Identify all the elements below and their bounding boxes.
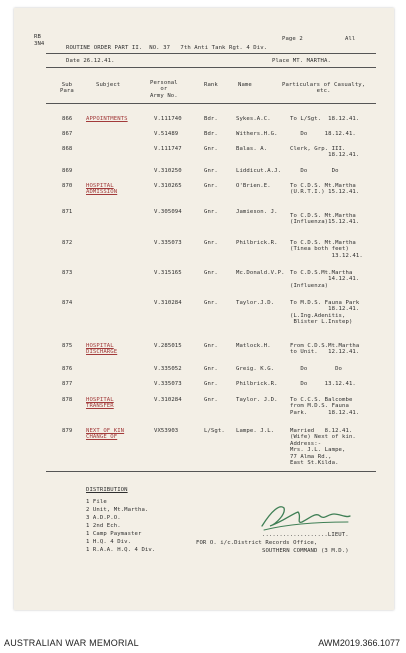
row-para: 873 <box>62 270 73 276</box>
row-name: Mc.Donald.V.P. <box>236 270 285 276</box>
distribution-item: 1 File <box>86 499 107 505</box>
signature-rank: ...................LIEUT. <box>262 532 349 538</box>
row-particulars: Do Do <box>290 168 339 174</box>
row-number: V.335073 <box>154 381 182 387</box>
row-para: 872 <box>62 240 73 246</box>
row-particulars: Do 18.12.41. <box>290 131 356 137</box>
row-name: Taylor.J.D. <box>236 300 275 306</box>
row-rank: Gnr. <box>204 146 218 152</box>
distribution-item: 1 R.A.A. H.Q. 4 Div. <box>86 547 156 553</box>
ref-bottom: 3N4 <box>34 41 45 47</box>
row-name: Matlock.H. <box>236 343 271 349</box>
row-number: V.305094 <box>154 209 182 215</box>
catalogue-id: AWM2019.366.1077 <box>318 638 400 648</box>
col-particulars: Particulars of Casualty, etc. <box>282 82 366 95</box>
row-para: 869 <box>62 168 73 174</box>
row-number: V.335052 <box>154 366 182 372</box>
all-label: All <box>345 36 356 42</box>
distribution-item: 2 Unit, Mt.Martha. <box>86 507 149 513</box>
row-para: 878 <box>62 397 73 403</box>
institution-name: AUSTRALIAN WAR MEMORIAL <box>4 638 139 648</box>
row-particulars: To L/Sgt. 18.12.41. <box>290 116 360 122</box>
row-name: Philbrick.R. <box>236 381 278 387</box>
distribution-item: 1 2nd Ech. <box>86 523 121 529</box>
row-particulars: Do 13.12.41. <box>290 381 356 387</box>
signature-for: FOR O. i/c.District Records Office, <box>196 540 318 546</box>
row-number: V.111740 <box>154 116 182 122</box>
row-name: Lampe. J.L. <box>236 428 275 434</box>
col-sub-para: Sub Para <box>60 82 74 95</box>
row-name: Sykes.A.C. <box>236 116 271 122</box>
table-end-rule <box>46 471 376 472</box>
col-rank: Rank <box>204 82 218 88</box>
row-particulars: To C.D.S. Mt.Martha (U.R.T.I.) 15.12.41. <box>290 183 360 196</box>
archive-footer <box>0 635 406 653</box>
row-number: V.310284 <box>154 397 182 403</box>
row-number: V.285015 <box>154 343 182 349</box>
row-rank: Gnr. <box>204 240 218 246</box>
order-place: Place MT. MARTHA. <box>272 58 331 64</box>
row-rank: Gnr. <box>204 300 218 306</box>
row-rank: Gnr. <box>204 209 218 215</box>
col-name: Name <box>238 82 252 88</box>
row-para: 877 <box>62 381 73 387</box>
row-rank: Gnr. <box>204 270 218 276</box>
row-number: VX53903 <box>154 428 179 434</box>
col-personal-no: Personal or Army No. <box>150 80 178 99</box>
col-subject: Subject <box>96 82 121 88</box>
row-name: Withers.H.G. <box>236 131 278 137</box>
distribution-item: 3 A.D.P.O. <box>86 515 121 521</box>
header-rule <box>46 103 376 104</box>
signature-command: SOUTHERN COMMAND (3 M.D.) <box>262 548 349 554</box>
row-name: Balas. A. <box>236 146 268 152</box>
row-number: V.111747 <box>154 146 182 152</box>
row-para: 874 <box>62 300 73 306</box>
row-rank: Gnr. <box>204 183 218 189</box>
row-name: O'Brien.E. <box>236 183 271 189</box>
row-particulars: From C.D.S.Mt.Martha to Unit. 12.12.41. <box>290 343 360 356</box>
row-number: V.335073 <box>154 240 182 246</box>
row-rank: Gnr. <box>204 397 218 403</box>
row-para: 876 <box>62 366 73 372</box>
row-rank: Bdr. <box>204 131 218 137</box>
row-particulars: Clerk, Grp. III. 18.12.41. <box>290 146 360 159</box>
row-particulars: To C.C.S. Balcombe from M.D.S. Fauna Park. 18.12.41. <box>290 397 360 416</box>
row-number: V.310284 <box>154 300 182 306</box>
row-particulars: To C.D.S. Mt.Martha (Tinea both feet) 13.12.41. <box>290 240 363 259</box>
distribution-title: DISTRIBUTION <box>86 487 128 493</box>
row-number: V.315165 <box>154 270 182 276</box>
row-name: Philbrick.R. <box>236 240 278 246</box>
row-subject: HOSPITAL TRANSFER <box>86 397 114 410</box>
row-name: Liddicut.A.J. <box>236 168 282 174</box>
row-particulars: Do Do <box>290 366 343 372</box>
row-rank: Gnr. <box>204 343 218 349</box>
row-particulars: Married 8.12.41. (Wife) Next of kin. Address:- Mrs. J.L. Lampe, 77 Alma Rd., East St.Kilda. <box>290 428 356 467</box>
row-number: V.310250 <box>154 168 182 174</box>
order-title: ROUTINE ORDER PART II. NO. 37 7th Anti Tank Rgt. 4 Div. <box>66 45 268 51</box>
order-date: Date 26.12.41. <box>66 58 115 64</box>
distribution-item: 1 Camp Paymaster <box>86 531 142 537</box>
row-particulars: To C.D.S.Mt.Martha 14.12.41. (Influenza) <box>290 270 360 289</box>
row-number: V.51489 <box>154 131 179 137</box>
row-para: 868 <box>62 146 73 152</box>
row-para: 867 <box>62 131 73 137</box>
page-number: Page 2 <box>282 36 303 42</box>
row-name: Jamieson. J. <box>236 209 278 215</box>
row-para: 875 <box>62 343 73 349</box>
distribution-item: 1 H.Q. 4 Div. <box>86 539 132 545</box>
row-subject: APPOINTMENTS <box>86 116 128 122</box>
row-number: V.310265 <box>154 183 182 189</box>
title-rule <box>46 53 376 54</box>
row-rank: Gnr. <box>204 168 218 174</box>
row-para: 866 <box>62 116 73 122</box>
row-subject: HOSPITAL DISCHARGE <box>86 343 118 356</box>
row-name: Taylor. J.D. <box>236 397 278 403</box>
row-para: 871 <box>62 209 73 215</box>
row-name: Greig. K.G. <box>236 366 275 372</box>
row-para: 870 <box>62 183 73 189</box>
row-rank: L/Sgt. <box>204 428 225 434</box>
row-subject: NEXT OF KIN CHANGE OF <box>86 428 125 441</box>
row-subject: HOSPITAL ADMISSION <box>86 183 118 196</box>
row-para: 879 <box>62 428 73 434</box>
row-rank: Bdr. <box>204 116 218 122</box>
row-rank: Gnr. <box>204 366 218 372</box>
ref-top: RB <box>34 34 41 40</box>
row-particulars: To M.D.S. Fauna Park 18.12.41. (L.Ing.Adenitis, Blister L.Instep) <box>290 300 360 326</box>
signature <box>258 500 354 534</box>
row-rank: Gnr. <box>204 381 218 387</box>
row-particulars: To C.D.S. Mt.Martha (Influenza)15.12.41. <box>290 213 360 226</box>
date-rule <box>46 67 376 68</box>
